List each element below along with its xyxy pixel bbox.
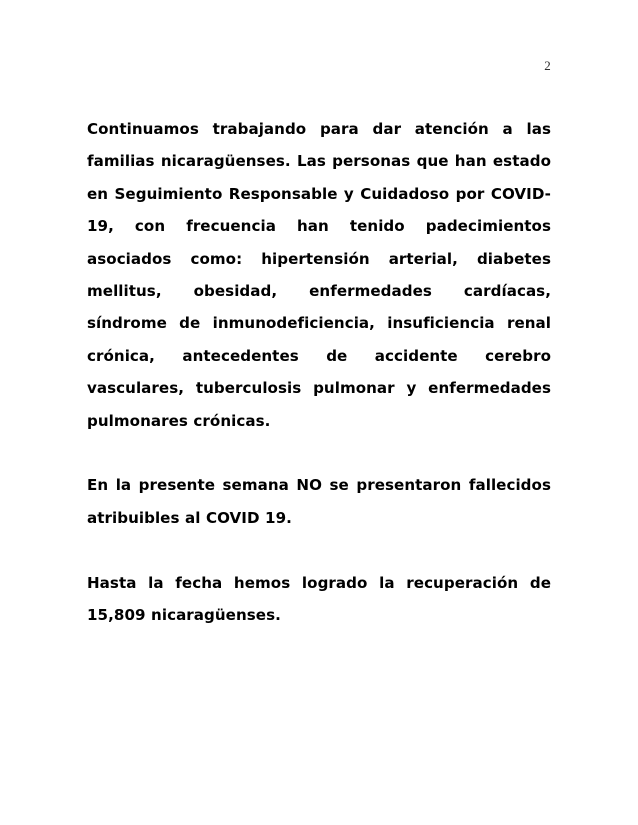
page-number: 2 [544, 58, 551, 73]
document-body [87, 113, 551, 631]
paragraph-covid-followup: Continuamos trabajando para dar atención a las familias nicaragüenses. Las personas que han estado en Seguimiento Responsable y Cuidadoso por COVID-19, con frecuencia han tenido padecimientos asociados como: hipertensión arterial, diabetes mellitus, obesidad, enfermedades cardíacas, síndrome de inmunodeficiencia, insuficiencia renal crónica, antecedentes de accidente cerebro vasculares, tuberculosis pulmonar y enfermedades pulmonares crónicas. [87, 120, 551, 430]
paragraph-recovered: Hasta la fecha hemos logrado la recuperación de 15,809 nicaragüenses. [87, 573, 551, 625]
paragraph-spacer [87, 534, 551, 566]
paragraph-no-deaths: En la presente semana NO se presentaron fallecidos atribuibles al COVID 19. [87, 476, 551, 527]
paragraph-spacer [87, 437, 551, 469]
